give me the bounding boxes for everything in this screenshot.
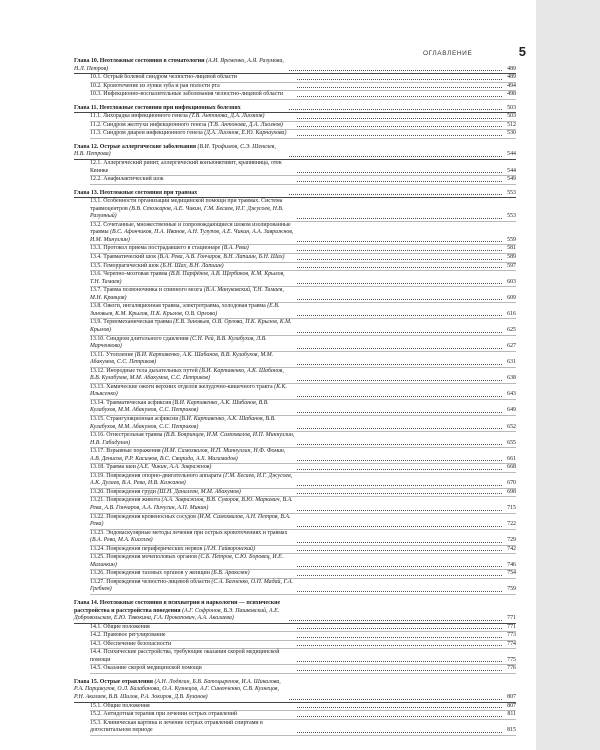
dot-leader xyxy=(297,412,502,413)
entry-title: 13.8. Ожоги, ингаляционная травма, электротравма, холодовая травма xyxy=(90,303,266,310)
toc-entry[interactable] xyxy=(90,665,516,674)
dot-leader xyxy=(297,485,502,486)
toc-entry[interactable] xyxy=(90,287,516,303)
chapter-heading[interactable] xyxy=(74,600,516,624)
dot-leader xyxy=(297,126,502,127)
toc-entry[interactable] xyxy=(90,160,516,176)
entry-page-number: 638 xyxy=(507,375,516,382)
toc-entry-text xyxy=(90,384,295,399)
toc-entry[interactable] xyxy=(90,530,516,546)
toc-entry-text xyxy=(90,254,295,262)
toc-entry-text xyxy=(90,497,295,512)
dot-leader xyxy=(297,218,502,219)
entry-page-number: 754 xyxy=(507,570,516,577)
chapter-heading-text xyxy=(74,144,287,159)
chapter-title: Глава 15. Острые отравления xyxy=(74,678,153,685)
entry-title: 11.1. Лихорадка инфекционного генеза xyxy=(90,113,188,120)
entry-page-number: 715 xyxy=(507,504,516,511)
entry-authors: (Б.В. Аракелян) xyxy=(211,570,250,577)
toc-entry-text xyxy=(90,400,295,415)
entry-authors: (А.Е. Чикин, А.А. Завражнов) xyxy=(137,464,212,471)
dot-leader xyxy=(297,526,502,527)
dot-leader xyxy=(289,699,502,700)
side-margin-strip xyxy=(536,0,600,750)
toc-chapter xyxy=(74,190,516,595)
entry-title: 13.14. Травматическая асфиксия xyxy=(90,399,172,406)
entry-authors: (Б.Н. Шах, В.Н. Лапшин) xyxy=(160,262,224,269)
toc-entry-text xyxy=(90,83,295,91)
entry-authors: (В.А. Рева, А.В. Гончаров, В.Н. Лапшин, Б.Н. Шах) xyxy=(157,254,285,261)
entry-title: 13.22. Повреждения кровеносных сосудов xyxy=(90,513,196,520)
entry-authors: (В.А. Мануковский, Т.Н. Тамаев, М.Н. Кравцов) xyxy=(90,287,284,301)
toc-entry[interactable] xyxy=(90,74,516,83)
toc-chapter xyxy=(74,58,516,100)
toc-entry[interactable] xyxy=(90,473,516,489)
entry-page-number: 774 xyxy=(507,640,516,647)
toc-entry-text xyxy=(90,632,295,640)
toc-entry[interactable] xyxy=(90,271,516,287)
toc-entry[interactable] xyxy=(90,570,516,579)
toc-entry-text xyxy=(90,245,295,253)
dot-leader xyxy=(297,79,502,80)
dot-leader xyxy=(297,181,502,182)
entry-title: 13.18. Травма шеи xyxy=(90,464,136,471)
entry-page-number: 616 xyxy=(507,310,516,317)
toc-entry-text xyxy=(90,271,295,286)
toc-entry-text xyxy=(90,546,295,554)
entry-page-number: 746 xyxy=(507,561,516,568)
entry-title: 13.25. Повреждения мочеполовых органов xyxy=(90,554,197,561)
chapter-authors: (А.Н. Лодягин, Б.В. Батоцыренов, И.А. Шикалова, Р.А. Парцикулов, О.Л. Балабанова, О.А. Кузнецов, А.Г. Синенченко, С.В. Кузнецов, Р.Н. Акалаев, В.В. Шилов, Р.А. Зокиров, Д.В. Бузанов) xyxy=(74,678,281,701)
entry-title: 12.1. Аллергический ринит, аллергический конъюнктивит, крапивница, отек Квинке xyxy=(90,160,282,174)
entry-title: 13.10. Синдром длительного сдавления xyxy=(90,335,189,342)
dot-leader xyxy=(297,444,502,445)
toc-entry[interactable] xyxy=(90,245,516,254)
entry-authors: (И.М. Самохвалов, И.П. Миннуллин, Н.Ф. Фомин, А.В. Денисов, Р.Р. Касимов, В.С. Свирида, А.Х. Магамадов) xyxy=(90,448,286,462)
chapter-heading[interactable] xyxy=(74,58,516,74)
toc-entry-text xyxy=(90,176,295,184)
entry-authors: (Д.А. Лиознов, Е.Ю. Карнаухова) xyxy=(204,130,287,137)
chapter-heading[interactable] xyxy=(74,190,516,199)
toc-entry[interactable] xyxy=(90,83,516,92)
entry-page-number: 494 xyxy=(507,82,516,89)
toc-entry-text xyxy=(90,711,295,719)
entry-authors: (С.Б. Петров, С.Ю. Боровец, И.Е. Малинкин) xyxy=(90,554,284,568)
entry-title: 13.5. Геморрагический шок xyxy=(90,262,159,269)
toc-entry-text xyxy=(90,720,295,735)
entry-title: 13.2. Сочетанные, множественные и сопровождающиеся шоком изолированные травмы xyxy=(90,221,291,236)
toc-entry-text xyxy=(90,514,295,529)
chapter-title: Глава 10. Неотложные состояния в стоматологии xyxy=(74,58,205,64)
entry-page-number: 771 xyxy=(507,623,516,630)
entry-authors: (В.С. Афончиков, П.А. Иванов, А.Н. Тулупов, А.Е. Чикин, А.А. Завражнов, И.М. Минуллин) xyxy=(90,229,294,243)
entry-page-number: 775 xyxy=(507,656,516,663)
chapter-authors: (В.И. Трофимов, С.Э. Шенелев, Н.В. Петрова) xyxy=(74,143,276,158)
entry-page-number: 609 xyxy=(507,294,516,301)
toc-chapter xyxy=(74,105,516,139)
chapter-page-number: 807 xyxy=(507,694,516,701)
toc-entry[interactable] xyxy=(90,319,516,335)
entry-page-number: 773 xyxy=(507,632,516,639)
dot-leader xyxy=(297,428,502,429)
toc-entry[interactable] xyxy=(90,514,516,530)
toc-entry[interactable] xyxy=(90,711,516,720)
entry-title: 13.21. Повреждения живота xyxy=(90,497,161,504)
toc-entry-text xyxy=(90,91,295,99)
entry-title: 12.2. Анафилактический шок xyxy=(90,176,164,183)
entry-authors: (Т.В. Антонова, Д.А. Лиознов) xyxy=(207,121,283,128)
dot-leader xyxy=(297,591,502,592)
toc-entry-text xyxy=(90,448,295,463)
entry-title: 13.12. Инородные тела дыхательных путей xyxy=(90,367,198,374)
dot-leader xyxy=(297,645,502,646)
entry-page-number: 530 xyxy=(507,130,516,137)
toc-entry[interactable] xyxy=(90,198,516,222)
dot-leader xyxy=(297,637,502,638)
entry-authors: (К.К. Ильясенко) xyxy=(90,383,287,398)
entry-title: 13.11. Утопление xyxy=(90,351,134,358)
entry-page-number: 649 xyxy=(507,407,516,414)
chapter-page-number: 553 xyxy=(507,189,516,196)
toc-entry[interactable] xyxy=(90,222,516,246)
entry-authors: (С.А. Багненко, О.П. Мадай, Г.А. Гребнев) xyxy=(90,578,293,593)
dot-leader xyxy=(289,194,502,195)
toc-entry-text xyxy=(90,130,295,138)
toc-entry[interactable] xyxy=(90,448,516,464)
toc-entry-text xyxy=(90,641,295,649)
toc-entry-text xyxy=(90,432,295,447)
entry-title: 13.27. Повреждения челюстно-лицевой области xyxy=(90,578,210,585)
toc-entry[interactable] xyxy=(90,554,516,570)
entry-authors: (В.В. Парфёнов, А.В. Щербаков, К.М. Крылов, Т.Н. Тамаев) xyxy=(90,271,285,285)
dot-leader xyxy=(297,460,502,461)
toc-entry[interactable] xyxy=(90,649,516,665)
entry-authors: (Г.М. Бесаев, И.Г. Джусоев, А.К. Дулаев, В.А. Рева, И.В. Кажанов) xyxy=(90,472,293,487)
chapter-heading-text xyxy=(74,105,287,113)
entry-page-number: 742 xyxy=(507,545,516,552)
toc-entry-text xyxy=(90,352,295,367)
dot-leader xyxy=(297,493,502,494)
entry-title: 11.3. Синдром диареи инфекционного генеза xyxy=(90,130,203,137)
toc-entry[interactable] xyxy=(90,303,516,319)
chapter-authors: (А.И. Яременко, А.Я. Разумова, Н.Л. Петров) xyxy=(74,58,284,72)
entry-authors: (В.А. Рева, М.А. Киселев) xyxy=(90,537,153,544)
entry-title: 14.3. Обеспечение безопасности xyxy=(90,640,172,647)
entry-title: 10.2. Кровотечение из лунки зуба и рая полости рта xyxy=(90,82,220,89)
chapter-title: Глава 14. Неотложные состояния в психиатрии и наркологии — психические расстройства и расстройства поведения xyxy=(74,600,281,614)
entry-page-number: 643 xyxy=(507,391,516,398)
entry-page-number: 655 xyxy=(507,439,516,446)
dot-leader xyxy=(297,380,502,381)
dot-leader xyxy=(297,542,502,543)
toc-entry[interactable] xyxy=(90,416,516,432)
toc-entry-text xyxy=(90,464,295,472)
toc-entry-text xyxy=(90,489,295,497)
entry-title: 14.4. Психические расстройства, требующие оказания скорой медицинской помощи xyxy=(90,649,280,663)
entry-page-number: 698 xyxy=(507,488,516,495)
dot-leader xyxy=(297,250,502,251)
chapter-heading-text xyxy=(74,600,287,623)
dot-leader xyxy=(297,241,502,242)
dot-leader xyxy=(297,259,502,260)
dot-leader xyxy=(297,510,502,511)
toc-entry-text xyxy=(90,554,295,569)
entry-authors: (Е.В. Зиновьев, К.М. Крылов, П.К. Крылов, О.В. Орлова) xyxy=(90,303,280,317)
entry-title: 10.1. Острый болевой синдром челюстно-лицевой области xyxy=(90,74,237,81)
toc-entry-text xyxy=(90,530,295,545)
entry-title: 13.19. Повреждения опорно-двигательного аппарата xyxy=(90,472,222,479)
dot-leader xyxy=(289,620,502,621)
toc-entry[interactable] xyxy=(90,113,516,122)
toc-entry[interactable] xyxy=(90,130,516,139)
chapter-title: Глава 12. Острые аллергические заболевания xyxy=(74,143,197,150)
entry-authors: (Т.В. Антонова, Д.А. Лиознов) xyxy=(189,113,265,120)
toc-entry[interactable] xyxy=(90,400,516,416)
page-number: 5 xyxy=(518,44,526,59)
dot-leader xyxy=(297,118,502,119)
entry-page-number: 589 xyxy=(507,254,516,261)
entry-page-number: 815 xyxy=(507,727,516,734)
entry-authors: (А.А. Завражнов, В.В. Суворов, В.Ю. Маркевич, В.А. Рева, А.В. Гончаров, А.А. Пичугин, А.П. Минин) xyxy=(90,497,293,511)
entry-page-number: 668 xyxy=(507,464,516,471)
dot-leader xyxy=(297,283,502,284)
dot-leader xyxy=(297,732,502,733)
toc-chapter xyxy=(74,600,516,674)
entry-page-number: 811 xyxy=(507,711,516,718)
entry-page-number: 553 xyxy=(507,213,516,220)
toc-chapter xyxy=(74,144,516,185)
entry-page-number: 722 xyxy=(507,521,516,528)
toc-entry-text xyxy=(90,624,295,632)
dot-leader xyxy=(297,628,502,629)
entry-title: 14.5. Оказание скорой медицинской помощи xyxy=(90,665,202,672)
toc-entry[interactable] xyxy=(90,464,516,473)
dot-leader xyxy=(297,267,502,268)
dot-leader xyxy=(297,566,502,567)
dot-leader xyxy=(297,396,502,397)
toc-entry-text xyxy=(90,665,295,673)
toc-entry-text xyxy=(90,303,295,318)
entry-title: 13.1. Особенности организации медицинской помощи при травмах. Система травмоцентров xyxy=(90,198,283,212)
toc-entry[interactable] xyxy=(90,546,516,555)
toc-entry[interactable] xyxy=(90,368,516,384)
toc-entry-text xyxy=(90,113,295,121)
toc-entry[interactable] xyxy=(90,254,516,263)
entry-title: 10.3. Инфекционно-воспалительные заболевания челюстно-лицевой области xyxy=(90,91,283,98)
dot-leader xyxy=(297,550,502,551)
chapter-heading-text xyxy=(74,58,287,73)
entry-title: 15.2. Антидотная терапия при лечении острых отравлений xyxy=(90,711,238,718)
entry-page-number: 670 xyxy=(507,480,516,487)
chapter-page-number: 503 xyxy=(507,104,516,111)
entry-page-number: 625 xyxy=(507,326,516,333)
chapter-heading[interactable] xyxy=(74,679,516,703)
dot-leader xyxy=(297,299,502,300)
entry-page-number: 512 xyxy=(507,121,516,128)
toc-entry[interactable] xyxy=(90,632,516,641)
entry-authors: (В.И. Картавенко, А.К. Шабанов, В.В. Кулабухов, М.М. Абакумов, С.С. Петриков) xyxy=(90,367,284,382)
entry-title: 13.6. Черепно-мозговая травма xyxy=(90,271,168,278)
entry-authors: (В.В. Бояринцев, И.М. Самохвалов, И.П. Миннуллин, Н.В. Габидулин) xyxy=(90,432,295,446)
toc-entry-text xyxy=(90,222,295,245)
entry-page-number: 776 xyxy=(507,665,516,672)
chapter-page-number: 489 xyxy=(507,65,516,72)
toc-entry-text xyxy=(90,649,295,664)
toc-entry-text xyxy=(90,336,295,351)
toc-entry-text xyxy=(90,287,295,302)
entry-title: 13.3. Протокол приема пострадавшего в стационаре xyxy=(90,245,221,252)
toc-entry[interactable] xyxy=(90,497,516,513)
entry-authors: (В.И. Картавенко, А.К. Шабанов, В.В. Кулабухов, М.М. Абакумов, С.С. Петриков) xyxy=(90,351,274,366)
chapter-heading[interactable] xyxy=(74,144,516,160)
entry-page-number: 597 xyxy=(507,262,516,269)
dot-leader xyxy=(297,707,502,708)
entry-authors: (В.И. Картавенко, А.К. Шабанов, В.В. Кулабухов, М.М. Абакумов, С.С. Петриков) xyxy=(90,415,276,430)
chapter-page-number: 771 xyxy=(507,615,516,622)
entry-page-number: 627 xyxy=(507,343,516,350)
toc-entry[interactable] xyxy=(90,176,516,185)
entry-page-number: 631 xyxy=(507,359,516,366)
toc-entry[interactable] xyxy=(90,624,516,633)
entry-title: 13.17. Взрывные поражения xyxy=(90,448,161,455)
dot-leader xyxy=(297,575,502,576)
toc-entry[interactable] xyxy=(90,384,516,400)
dot-leader xyxy=(297,172,502,173)
toc-entry[interactable] xyxy=(90,579,516,595)
entry-page-number: 661 xyxy=(507,455,516,462)
toc-entry-text xyxy=(90,160,295,175)
toc-entry-text xyxy=(90,319,295,334)
entry-title: 11.2. Синдром желтухи инфекционного генеза xyxy=(90,121,207,128)
toc-entry-text xyxy=(90,74,295,82)
toc-entry-text xyxy=(90,122,295,130)
entry-authors: (Е.В. Зиновьев, О.В. Орлова, П.К. Крылов, К.М. Крылов) xyxy=(90,319,292,333)
toc-entry[interactable] xyxy=(90,263,516,272)
entry-page-number: 729 xyxy=(507,537,516,544)
entry-authors: (И.М. Самохвалов, А.Н. Петров, В.А. Рева) xyxy=(90,513,291,528)
entry-title: 15.3. Клиническая картина и лечение острых отравлений спиртами в догоспитальном периоде xyxy=(90,719,263,734)
entry-title: 13.9. Термомеханическая травма xyxy=(90,319,172,326)
entry-title: 13.24. Повреждения периферических нервов xyxy=(90,545,203,552)
chapter-heading-text xyxy=(74,190,287,198)
toc-entry[interactable] xyxy=(90,352,516,368)
toc-entry[interactable] xyxy=(90,91,516,100)
entry-page-number: 503 xyxy=(507,113,516,120)
toc-entry-text xyxy=(90,368,295,383)
toc-entry-text xyxy=(90,703,295,711)
chapter-title: Глава 11. Неотложные состояния при инфекционных болезнях xyxy=(74,104,241,111)
entry-title: 14.2. Правовое регулирование xyxy=(90,632,166,639)
entry-authors: (Л.Н. Гайворонский) xyxy=(203,545,255,552)
entry-title: 13.7. Травма позвоночника и спинного мозга xyxy=(90,287,203,294)
entry-title: 14.1. Общие положения xyxy=(90,623,150,630)
toc-entry[interactable] xyxy=(90,641,516,650)
toc-entry-text xyxy=(90,416,295,431)
dot-leader xyxy=(297,670,502,671)
chapter-title: Глава 13. Неотложные состояния при травмах xyxy=(74,189,198,196)
dot-leader xyxy=(297,364,502,365)
toc-entry-text xyxy=(90,263,295,271)
chapter-page-number: 544 xyxy=(507,151,516,158)
entry-authors: (В.И. Картавенко, А.К. Шабанов, В.В. Кулабухов, М.М. Абакумов, С.С. Петриков) xyxy=(90,399,269,414)
chapter-heading[interactable] xyxy=(74,105,516,114)
entry-title: 15.1. Общие положения xyxy=(90,702,150,709)
dot-leader xyxy=(289,109,502,110)
running-head-title: ОГЛАВЛЕНИЕ xyxy=(423,50,473,57)
dot-leader xyxy=(297,87,502,88)
entry-authors: (В.В. Стожаров, А.Е. Чикин, Г.М. Бесаев, И.Г. Джусоев, Н.В. Разумный) xyxy=(90,205,284,220)
entry-title: 13.13. Химические ожоги верхних отделов желудочно-кишечного тракта xyxy=(90,383,273,390)
dot-leader xyxy=(297,469,502,470)
toc-entry-text xyxy=(90,198,295,221)
toc-entry[interactable] xyxy=(90,432,516,448)
entry-title: 13.20. Повреждения груди xyxy=(90,488,156,495)
entry-title: 13.4. Травматический шок xyxy=(90,254,157,261)
entry-authors: (Ш.Н. Данилеян, М.М. Абакумов) xyxy=(157,488,241,495)
entry-page-number: 549 xyxy=(507,176,516,183)
toc-entry[interactable] xyxy=(90,720,516,736)
chapter-authors: (А.Г. Софронов, В.Э. Пашковский, А.Е. Добровольская, Е.Ю. Тявокина, Г.А. Прокопович, А.А. Акалаева) xyxy=(74,607,280,622)
entry-page-number: 489 xyxy=(507,74,516,81)
entry-page-number: 498 xyxy=(507,91,516,98)
entry-page-number: 581 xyxy=(507,245,516,252)
entry-authors: (В.А. Рева) xyxy=(221,245,249,252)
entry-title: 13.26. Повреждения тазовых органов у женщин xyxy=(90,570,210,577)
entry-page-number: 559 xyxy=(507,236,516,243)
toc-entry-text xyxy=(90,570,295,578)
chapter-heading-text xyxy=(74,679,287,702)
toc-entry-text xyxy=(90,473,295,488)
dot-leader xyxy=(297,135,502,136)
toc-entry[interactable] xyxy=(90,336,516,352)
dot-leader xyxy=(297,716,502,717)
table-of-contents xyxy=(74,58,516,741)
dot-leader xyxy=(289,156,502,157)
entry-title: 13.23. Эндоваскулярные методы лечения при острых кровотечениях и травмах xyxy=(90,529,288,536)
entry-authors: (С.Н. Рей, В.В. Кулабухов, Л.В. Марченкова) xyxy=(90,335,267,350)
entry-title: 13.15. Странгуляционная асфиксия xyxy=(90,415,178,422)
dot-leader xyxy=(297,332,502,333)
entry-page-number: 652 xyxy=(507,423,516,430)
entry-title: 13.16. Огнестрельная травма xyxy=(90,432,163,439)
entry-page-number: 807 xyxy=(507,702,516,709)
toc-chapter xyxy=(74,679,516,736)
dot-leader xyxy=(297,96,502,97)
entry-page-number: 603 xyxy=(507,278,516,285)
dot-leader xyxy=(289,70,502,71)
toc-entry[interactable] xyxy=(90,703,516,712)
entry-page-number: 759 xyxy=(507,586,516,593)
toc-entry-text xyxy=(90,579,295,594)
entry-page-number: 544 xyxy=(507,167,516,174)
dot-leader xyxy=(297,661,502,662)
dot-leader xyxy=(297,315,502,316)
dot-leader xyxy=(297,348,502,349)
